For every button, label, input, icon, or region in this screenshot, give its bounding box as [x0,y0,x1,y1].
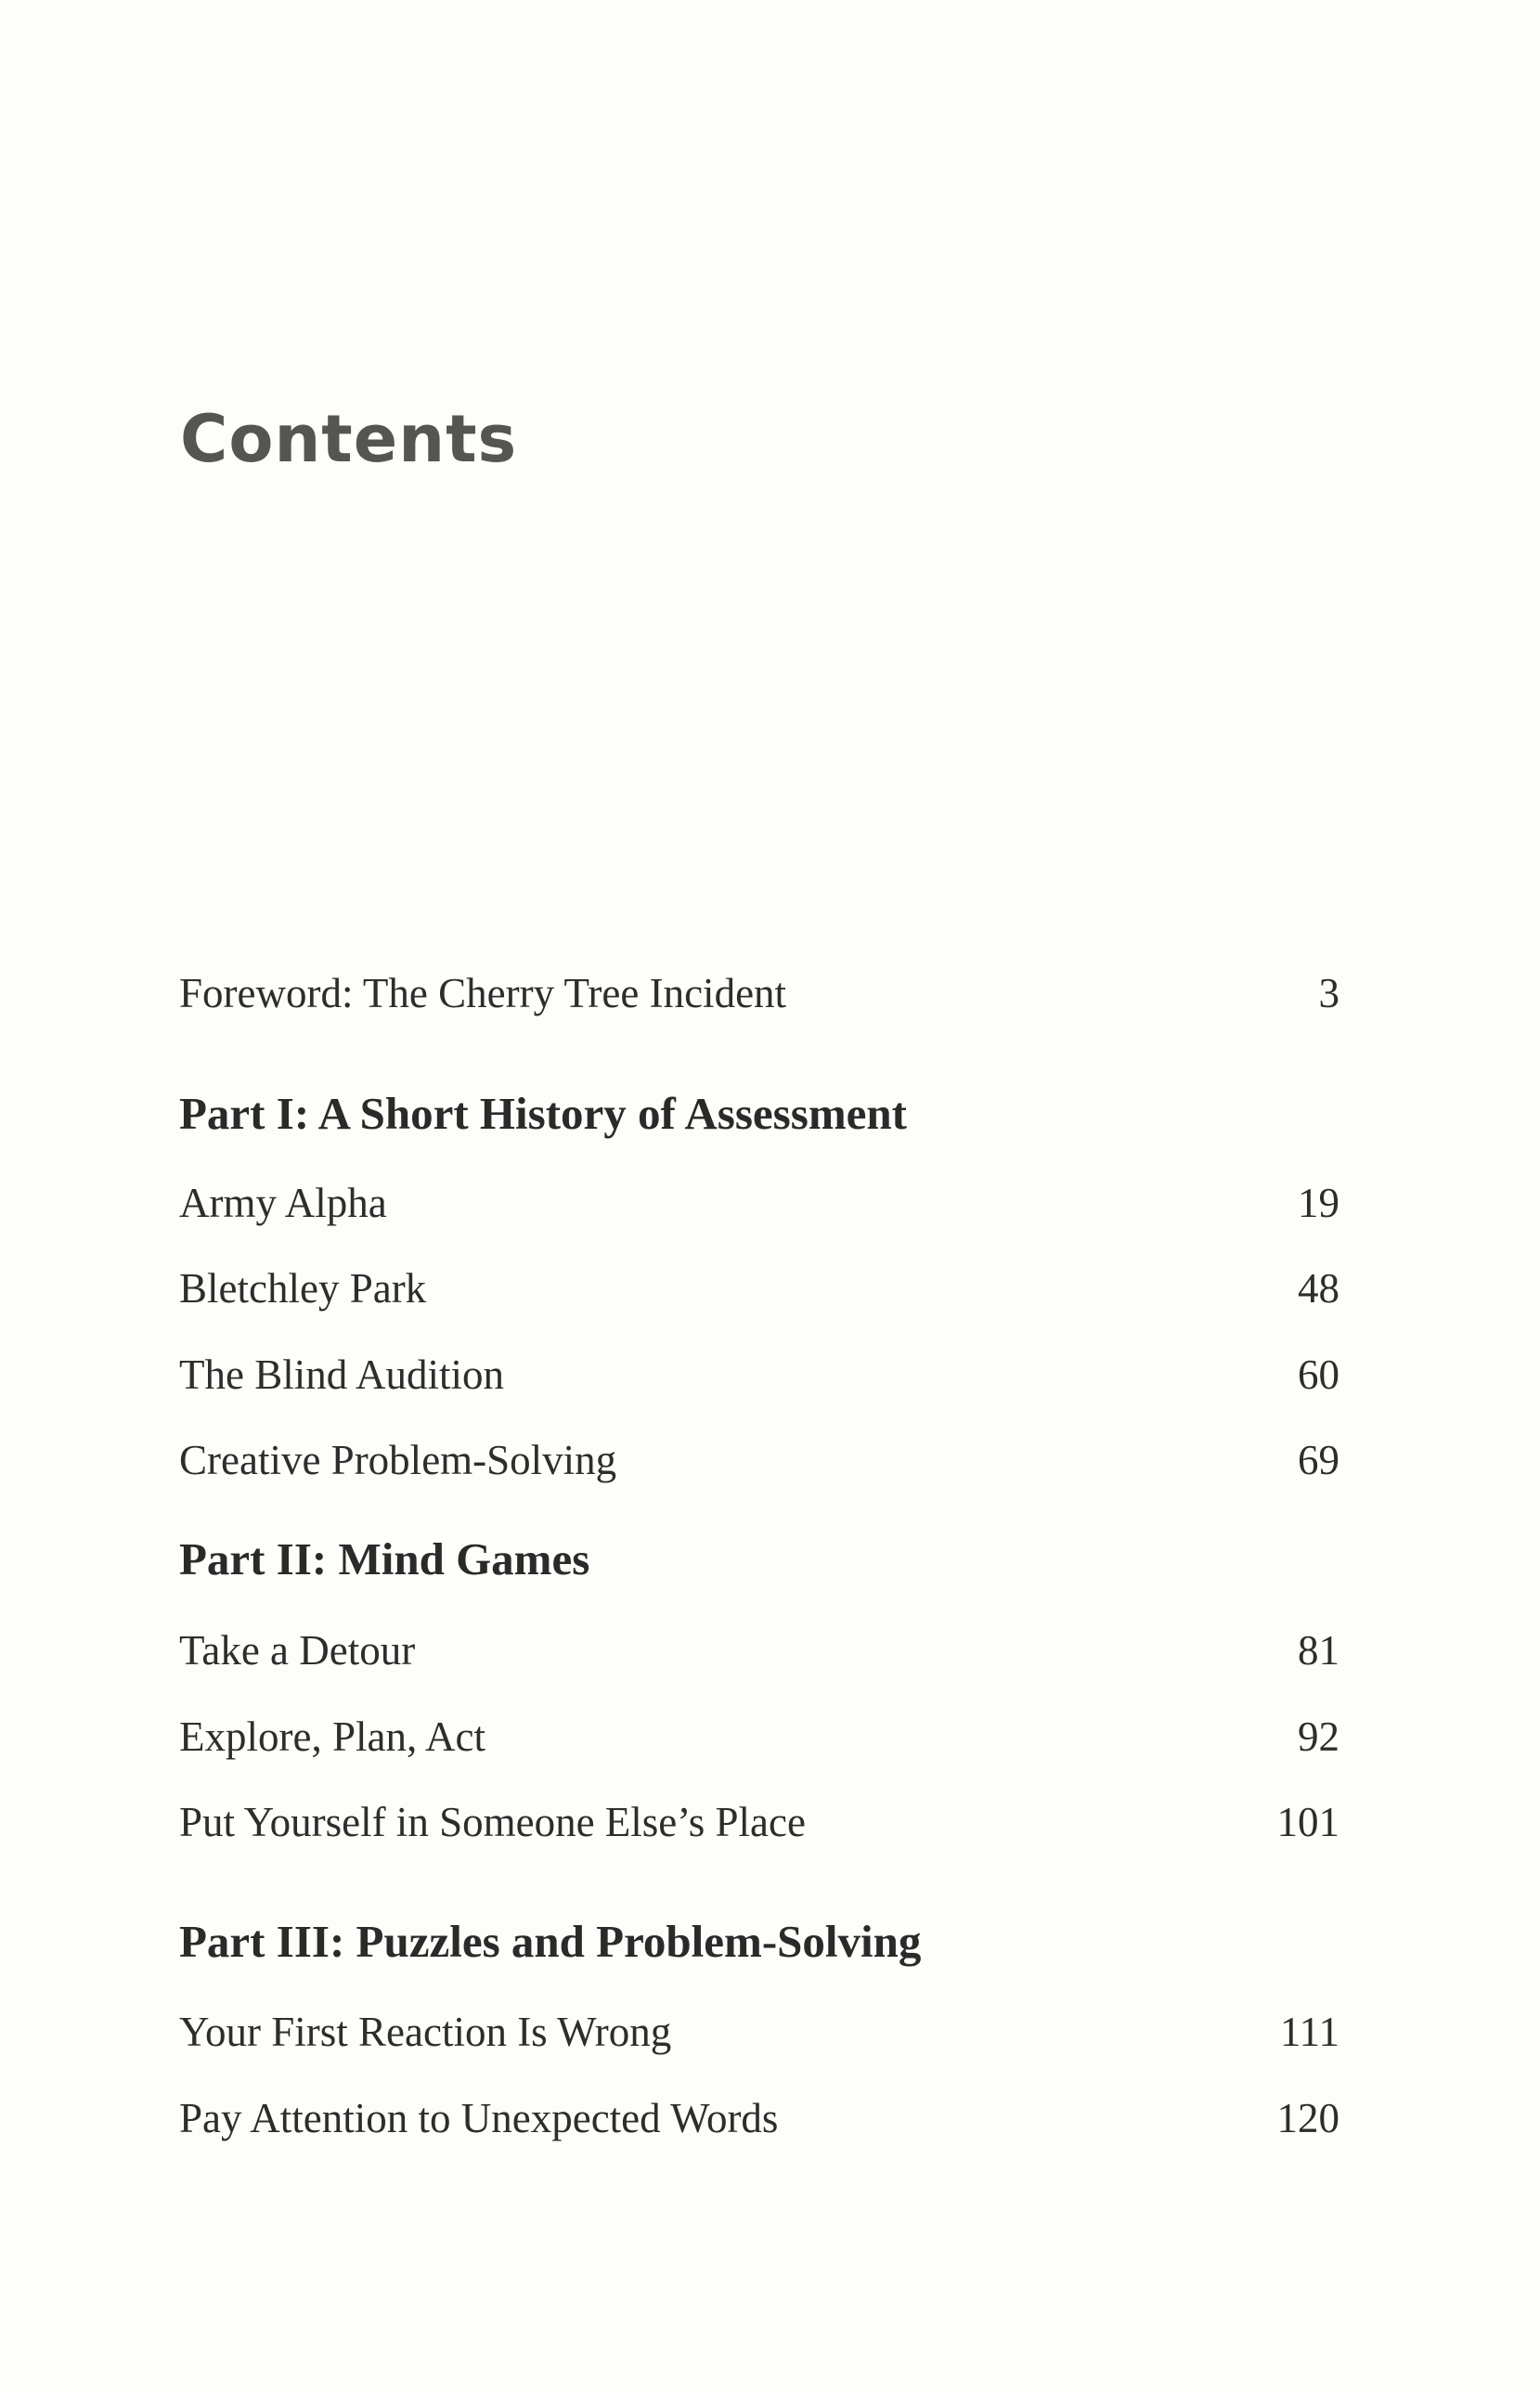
toc-entry-label: Take a Detour [179,1627,416,1674]
toc-entry [179,1794,1339,1850]
toc-entry [179,2090,1339,2146]
toc-entry-page-number: 111 [1279,2009,1339,2055]
toc-entry-label: Army Alpha [179,1180,387,1226]
toc-entry [179,1709,1339,1765]
toc-entry-page-number: 19 [1298,1180,1339,1226]
table-of-contents [179,0,1339,2392]
toc-entry [179,1623,1339,1678]
toc-entry-page-number: 101 [1276,1799,1339,1845]
toc-entry-page-number: 3 [1318,970,1339,1016]
toc-entry-page-number: 48 [1298,1265,1339,1312]
toc-entry [179,2004,1339,2060]
toc-entry-foreword [179,965,1339,1021]
toc-entry-label: Creative Problem-Solving [179,1437,617,1483]
toc-entry-label: Your First Reaction Is Wrong [179,2009,672,2055]
toc-entry-page-number: 81 [1298,1627,1339,1674]
toc-entry [179,1432,1339,1488]
part-heading-3: Part III: Puzzles and Problem-Solving [179,1916,922,1967]
toc-entry [179,1175,1339,1231]
toc-entry-label: Bletchley Park [179,1265,427,1312]
toc-entry-page-number: 120 [1276,2095,1339,2141]
toc-entry-page-number: 92 [1298,1713,1339,1760]
page-title: Contents [180,401,518,477]
toc-entry [179,1347,1339,1403]
part-heading-2: Part II: Mind Games [179,1533,590,1584]
part-heading-1: Part I: A Short History of Assessment [179,1088,907,1139]
toc-entry-label: Foreword: The Cherry Tree Incident [179,970,787,1016]
toc-entry [179,1261,1339,1316]
toc-entry-page-number: 69 [1298,1437,1339,1483]
toc-entry-page-number: 60 [1298,1351,1339,1398]
toc-entry-label: Explore, Plan, Act [179,1713,485,1760]
toc-entry-label: The Blind Audition [179,1351,505,1398]
toc-entry-label: Put Yourself in Someone Else’s Place [179,1799,806,1845]
toc-entry-label: Pay Attention to Unexpected Words [179,2095,779,2141]
